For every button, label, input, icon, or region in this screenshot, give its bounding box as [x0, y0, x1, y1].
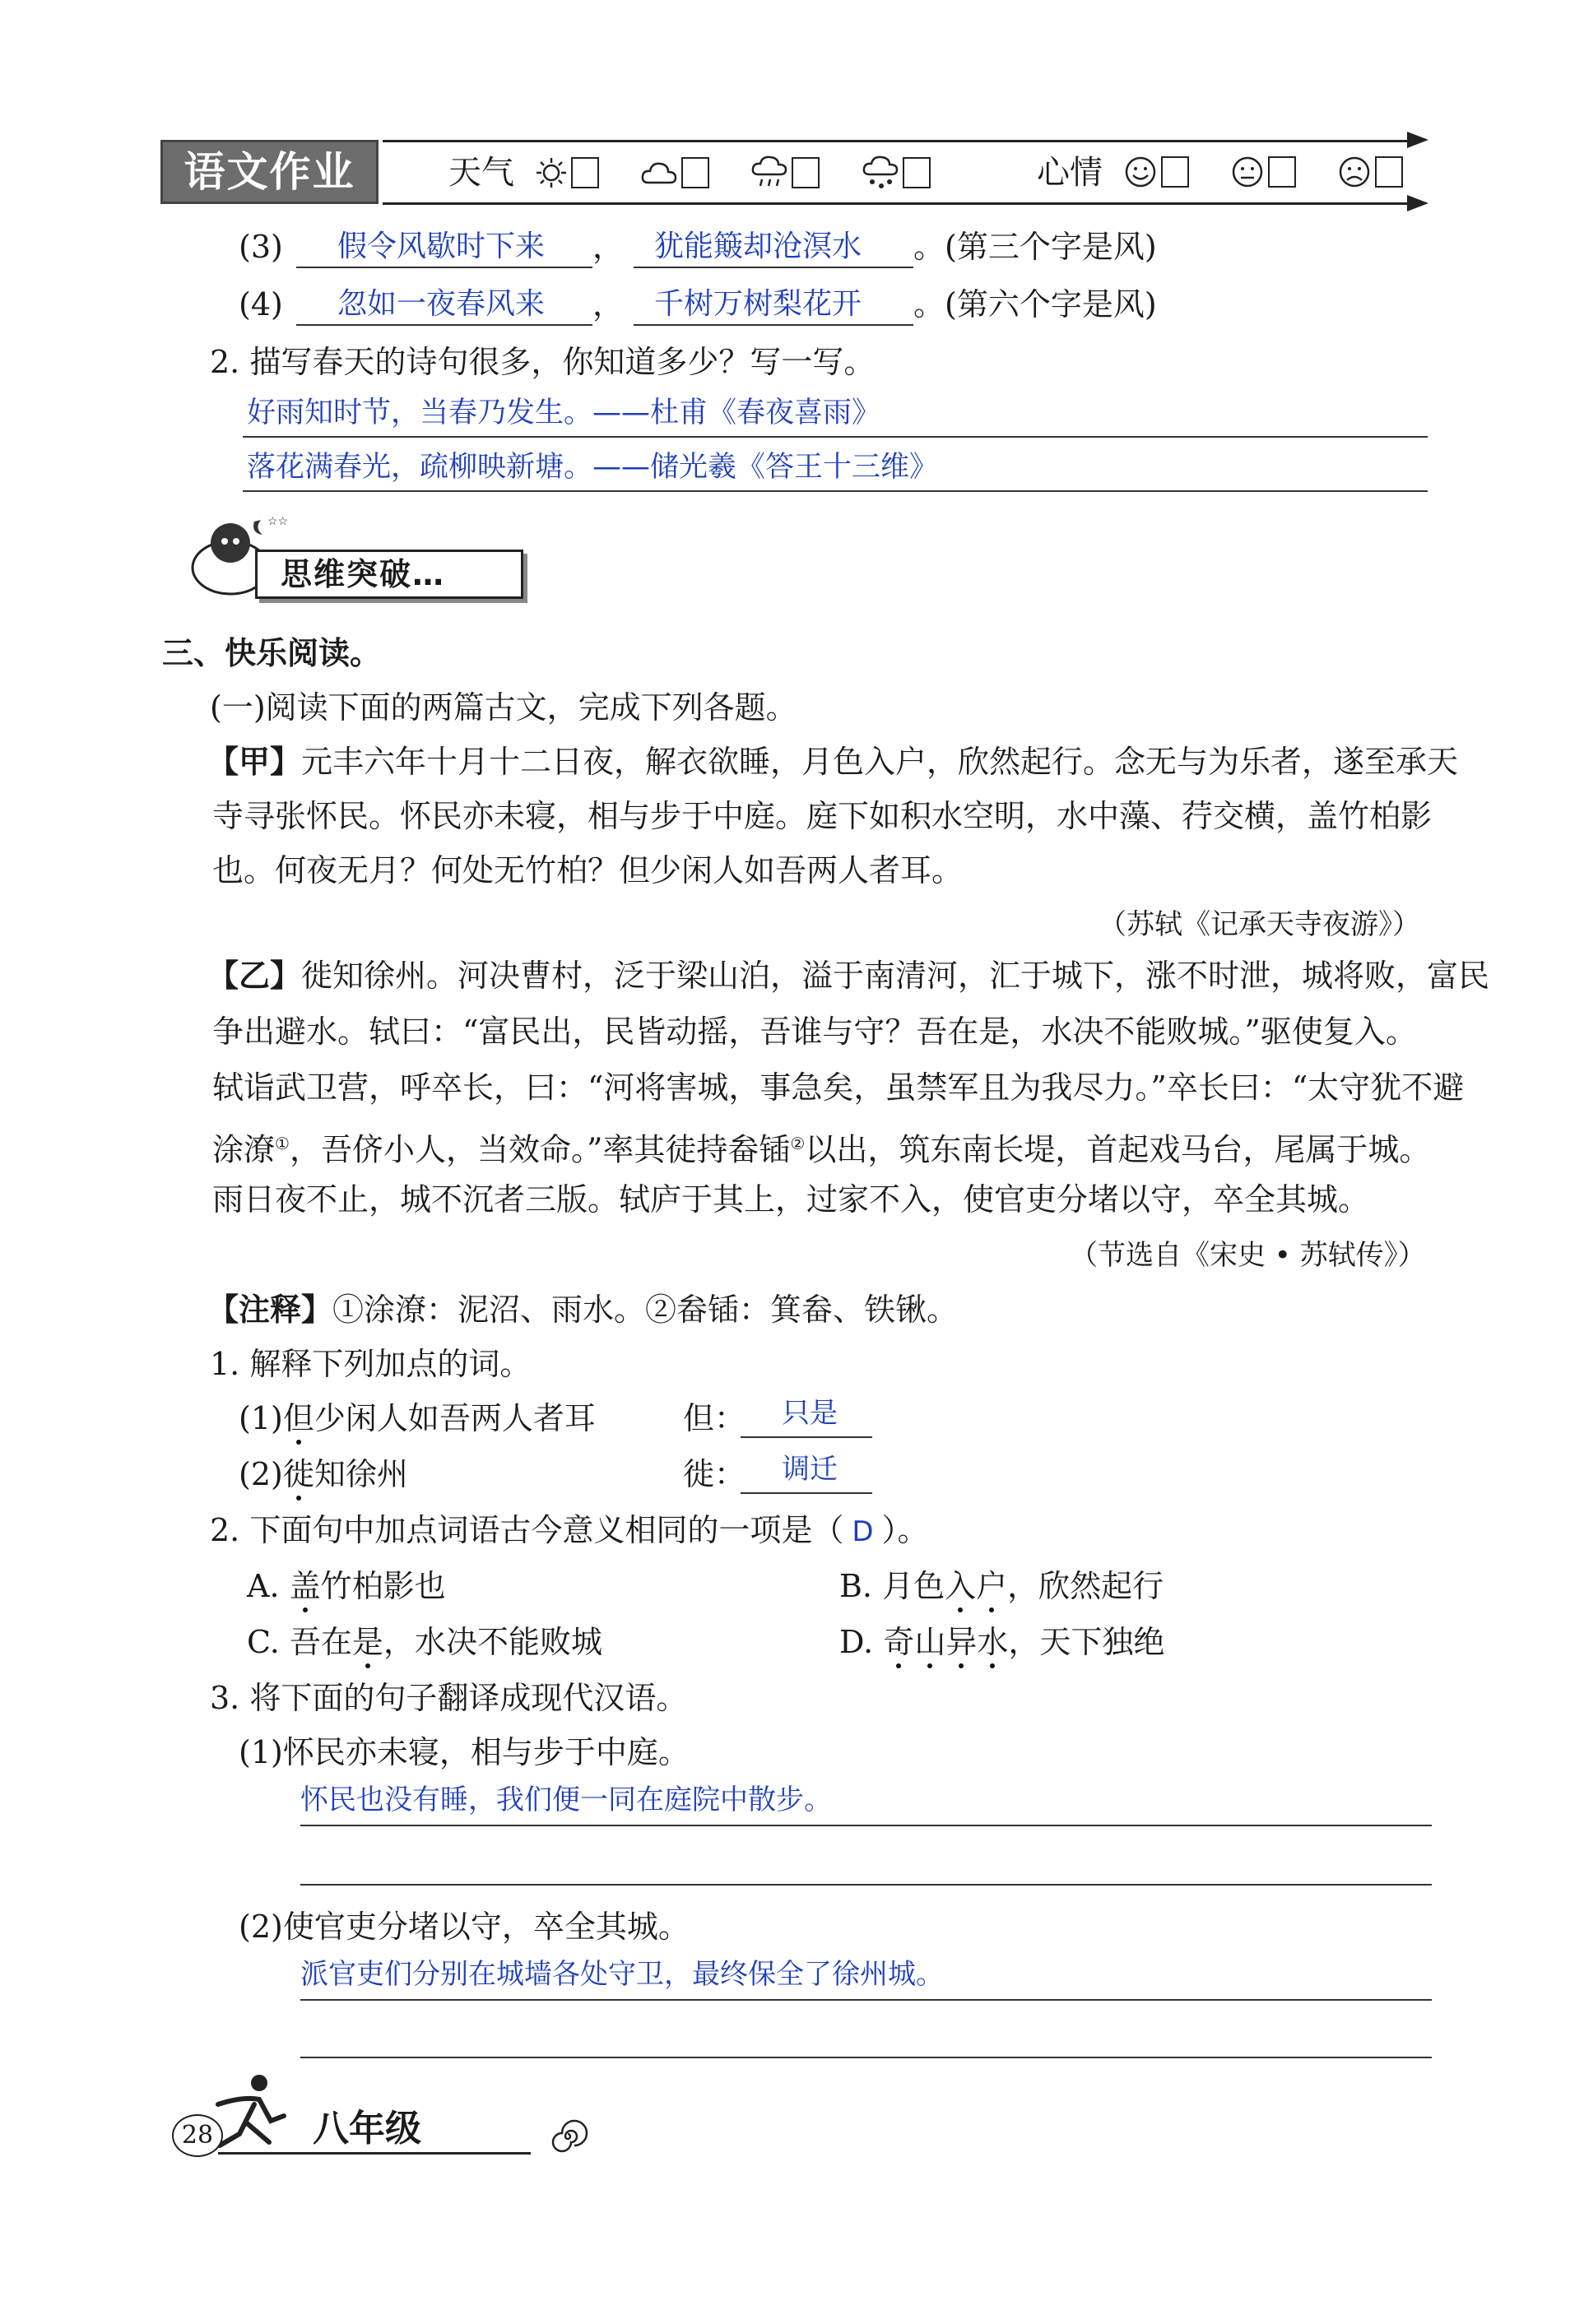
- section-title: 三、快乐阅读。: [162, 635, 382, 671]
- mood-checkbox-sad[interactable]: [1375, 156, 1403, 188]
- answer-line: [296, 324, 592, 326]
- answer-line: [300, 1999, 1432, 2001]
- passage-source: （苏轼《记承天寺夜游》）: [1099, 908, 1420, 941]
- banner-box: [255, 550, 523, 599]
- weather-checkbox-cloud[interactable]: [681, 157, 709, 188]
- answer-text: 落花满春光，疏柳映新塘。——储光羲《答王十三维》: [247, 451, 939, 484]
- answer-line: [243, 490, 1428, 492]
- answer-line: [300, 1825, 1432, 1826]
- answer-text: 好雨知时节，当春乃发生。——杜甫《春夜喜雨》: [247, 397, 881, 429]
- answer-choice: D: [852, 1515, 874, 1548]
- option-d: D. 奇山异水，天下独绝: [839, 1624, 1165, 1660]
- answer-line: [296, 267, 592, 268]
- mood-checkbox-neutral[interactable]: [1268, 156, 1296, 188]
- mood-options: [1123, 155, 1403, 189]
- answer-line: [634, 267, 913, 268]
- q3-item-2: (2)使官吏分堵以守，卒全其城。: [239, 1909, 690, 1945]
- rain-icon: [750, 155, 788, 191]
- notes: 【注释】①涂潦：泥沼、雨水。②畚锸：箕畚、铁锹。: [207, 1291, 959, 1328]
- answer-text: 忽如一夜春风来: [337, 287, 546, 321]
- answer-line: [741, 1492, 872, 1494]
- answer-line: [300, 2057, 1432, 2058]
- sad-face-icon: [1337, 155, 1372, 189]
- answer-text: 假令风歇时下来: [337, 230, 546, 263]
- passage-line: 寺寻张怀民。怀民亦未寝，相与步于中庭。庭下如积水空明，水中藻、荇交横，盖竹柏影: [212, 798, 1433, 834]
- brand-logo: 语文作业: [160, 140, 379, 204]
- footer-rule: [218, 2152, 531, 2155]
- option-c: C. 吾在是，水决不能败城: [247, 1624, 602, 1660]
- answer-text: 派官吏们分别在城墙各处守卫，最终保全了徐州城。: [300, 1958, 944, 1991]
- q3-item-1: (1)怀民亦未寝，相与步于中庭。: [239, 1734, 690, 1770]
- neutral-face-icon: [1230, 155, 1265, 189]
- q1-item-1: (1)但少闲人如吾两人者耳 但： 只是: [239, 1399, 897, 1438]
- header-bottom-rule: [383, 202, 1411, 205]
- header-top-rule: [383, 140, 1411, 142]
- cloud-icon: [640, 158, 678, 188]
- question-2b-prompt: 2. 下面句中加点词语古今意义相同的一项是（ D ）。: [210, 1512, 929, 1548]
- answer-text: 只是: [782, 1397, 838, 1430]
- weather-checkbox-sun[interactable]: [571, 157, 599, 188]
- spiral-icon: [547, 2116, 588, 2157]
- page-number: 28: [181, 2121, 214, 2150]
- svg-text:☆☆: ☆☆: [267, 515, 289, 528]
- passage-source: （节选自《宋史 • 苏轼传》）: [1070, 1239, 1426, 1272]
- passage-line: 涂潦①，吾侪小人，当效命。”率其徒持畚锸②以出，筑东南长堤，首起戏马台，尾属于城。: [212, 1131, 1431, 1168]
- answer-line: [741, 1436, 872, 1438]
- snow-icon: [862, 155, 899, 191]
- weather-label: 天气: [448, 154, 514, 192]
- wind-row-4: (4) 忽如一夜春风来 ， 千树万树梨花开 。(第六个字是风): [239, 285, 1432, 326]
- mood-checkbox-happy[interactable]: [1161, 156, 1189, 188]
- passage-tag: 【甲】: [207, 743, 302, 780]
- answer-text: 调迁: [782, 1453, 838, 1486]
- question-1-prompt: 1. 解释下列加点的词。: [210, 1346, 532, 1382]
- passage-tag: 【乙】: [207, 957, 302, 994]
- option-a: A. 盖竹柏影也: [247, 1568, 446, 1604]
- weather-options: [535, 155, 931, 191]
- arrow-right-icon: [1407, 132, 1428, 148]
- mood-label: 心情: [1037, 154, 1103, 192]
- header-bar: [160, 140, 1424, 206]
- footer: [160, 2071, 605, 2162]
- answer-line: [634, 324, 913, 326]
- passage-line: 争出避水。轼曰：“富民出，民皆动摇，吾谁与守？吾在是，水决不能败城。”驱使复入。: [212, 1014, 1417, 1050]
- grade-label: 八年级: [313, 2108, 421, 2150]
- q1-item-2: (2)徙知徐州 徙： 调迁: [239, 1454, 897, 1494]
- question-2-prompt: 2. 描写春天的诗句很多，你知道多少？写一写。: [210, 344, 876, 380]
- answer-line: [243, 436, 1428, 438]
- section-subtitle: (一)阅读下面的两篇古文，完成下列各题。: [210, 689, 797, 726]
- question-3-prompt: 3. 将下面的句子翻译成现代汉语。: [210, 1680, 688, 1716]
- passage-line: 雨日夜不止，城不沉者三版。轼庐于其上，过家不入，使官吏分堵以守，卒全其城。: [212, 1181, 1370, 1218]
- wind-row-3: (3) 假令风歇时下来 ， 犹能簸却沧溟水 。(第三个字是风): [239, 227, 1432, 268]
- answer-text: 怀民也没有睡，我们便一同在庭院中散步。: [300, 1784, 832, 1816]
- passage-yi: 【乙】徙知徐州。河决曹村，泛于梁山泊，溢于南清河，汇于城下，涨不时泄，城将败，富民: [207, 957, 1490, 994]
- answer-text: 千树万树梨花开: [654, 287, 862, 321]
- sun-icon: [535, 156, 568, 189]
- option-b: B. 月色入户，欣然起行: [839, 1568, 1164, 1604]
- banner-title: 思维突破…: [281, 556, 446, 592]
- page-number-badge: [172, 2114, 223, 2157]
- passage-line: 也。何夜无月？何处无竹柏？但少闲人如吾两人者耳。: [212, 852, 964, 888]
- answer-line: [300, 1884, 1432, 1886]
- section-banner: [185, 508, 523, 599]
- answer-text: 犹能簸却沧溟水: [654, 230, 862, 263]
- passage-jia: 【甲】元丰六年十月十二日夜，解衣欲睡，月色入户，欣然起行。念无与为乐者，遂至承天: [207, 743, 1459, 780]
- smile-face-icon: [1123, 155, 1158, 189]
- passage-line: 轼诣武卫营，呼卒长，曰：“河将害城，事急矣，虽禁军且为我尽力。”卒长曰：“太守犹不避: [212, 1069, 1465, 1106]
- weather-checkbox-rain[interactable]: [792, 157, 820, 188]
- weather-checkbox-snow[interactable]: [903, 157, 931, 188]
- arrow-right-icon: [1407, 195, 1428, 211]
